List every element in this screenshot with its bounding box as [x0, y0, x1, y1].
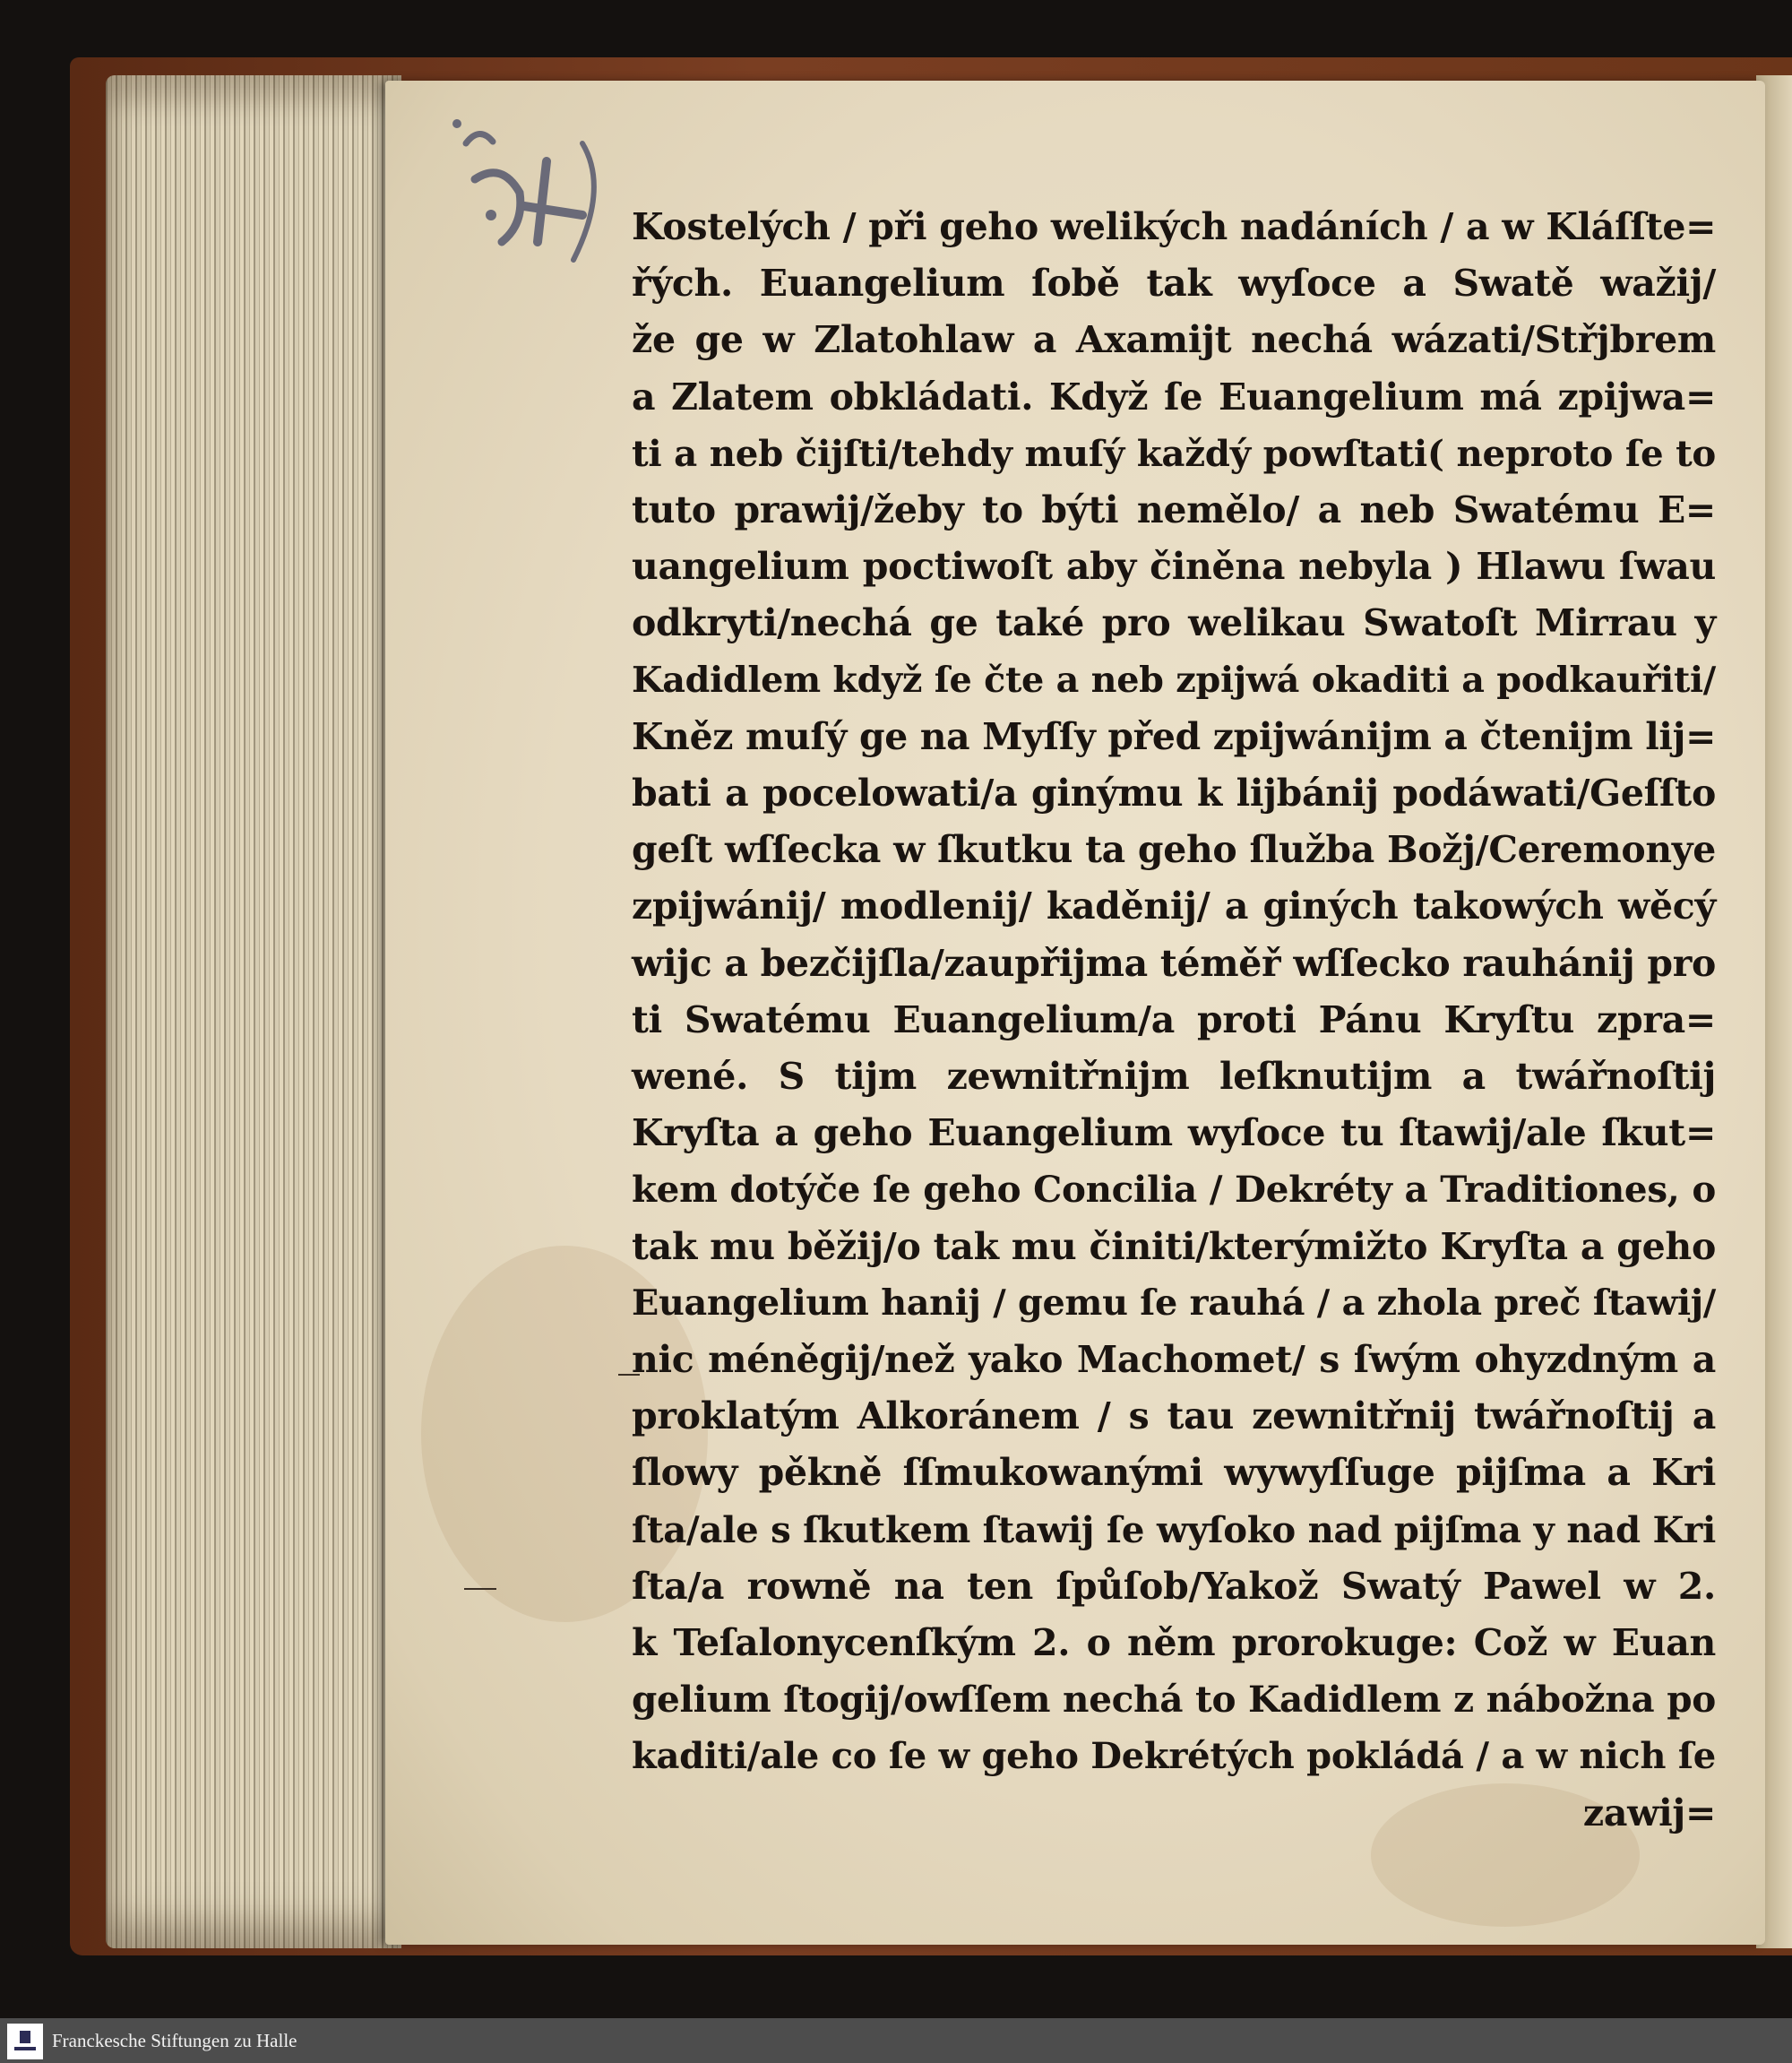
- text-line: uangelium poctiwoſt aby činěna nebyla ) Hlawu ſwau: [632, 545, 1716, 589]
- text-line: k Teſalonycenſkým 2. o něm prorokuge: Což w Euan: [632, 1621, 1716, 1665]
- text-line: tak mu běžij/o tak mu činiti/kterýmižto Kryſta a geho: [632, 1224, 1716, 1268]
- text-line: wijc a bezčijſla/zaupřijma téměř wſſecko rauhánij pro: [632, 941, 1716, 985]
- footer-bar: [0, 2018, 1792, 2063]
- text-line: nic méněgij/než yako Machomet/ s ſwým ohyzdným a: [632, 1338, 1716, 1382]
- text-line: řých. Euangelium ſobě tak wyſoce a Swatě wažij/: [632, 262, 1716, 306]
- text-line: ſta/ale s ſkutkem ſtawij ſe wyſoko nad pijſma y nad Kri: [632, 1508, 1716, 1551]
- text-line: a Zlatem obkládati. Když ſe Euangelium má zpijwa=: [632, 375, 1716, 419]
- text-line: tuto prawij/žeby to býti nemělo/ a neb Swatému E=: [632, 488, 1716, 532]
- text-line: Kněz muſý ge na Myſſy před zpijwánijm a čtenijm lij=: [632, 714, 1716, 758]
- text-line: ti Swatému Euangelium/a proti Pánu Kryſtu zpra=: [632, 997, 1716, 1041]
- text-line: proklatým Alkoránem / s tau zewnitřnij twářnoſtij a: [632, 1394, 1716, 1438]
- text-line: Kryſta a geho Euangelium wyſoce tu ſtawij/ale ſkut=: [632, 1111, 1716, 1155]
- text-line: ſta/a rowně na ten ſpůſob/Yakož Swatý Pawel w 2.: [632, 1564, 1716, 1608]
- text-line: kem dotýče ſe geho Concilia / Dekréty a Traditiones, o: [632, 1168, 1716, 1212]
- institution-name: Franckesche Stiftungen zu Halle: [52, 2030, 297, 2051]
- text-line: zawij=: [1582, 1791, 1716, 1834]
- institution-logo-icon: [7, 2024, 43, 2059]
- manuscript-mark-icon: [439, 108, 627, 278]
- page-text: [632, 199, 1716, 1842]
- text-line: wené. S tijm zewnitřnijm leſknutijm a twářnoſtij: [632, 1055, 1716, 1099]
- text-line: geſt wſſecka w ſkutku ta geho ſlužba Božj/Ceremonye: [632, 828, 1716, 872]
- text-line: kaditi/ale co ſe w geho Dekrétých pokládá / a w nich ſe: [632, 1735, 1716, 1778]
- text-line: zpijwánij/ modlenij/ kaděnij/ a giných takowých wěcý: [632, 885, 1716, 928]
- text-line: gelium ſtogij/owſſem nechá to Kadidlem z nábožna po: [632, 1678, 1716, 1722]
- text-line: odkryti/nechá ge také pro welikau Swatoſt Mirrau y: [632, 601, 1716, 645]
- text-line: bati a pocelowati/a ginýmu k lijbánij podáwati/Geſſto: [632, 772, 1716, 816]
- text-line: Kadidlem když ſe čte a neb zpijwá okaditi a podkauřiti/: [632, 659, 1716, 701]
- page-edges: [106, 75, 401, 1948]
- text-line: že ge w Zlatohlaw a Axamijt nechá wázati/Střjbrem: [632, 318, 1716, 362]
- text-line: Kostelých / při geho welikých nadáních / a w Kláſſte=: [632, 205, 1717, 248]
- text-line: Euangelium hanij / gemu ſe rauhá / a zhola preč ſtawij/: [632, 1282, 1716, 1324]
- margin-mark: [464, 1588, 496, 1590]
- text-line: ti a neb čijſti/tehdy muſý každý powſtati( neproto ſe to: [632, 431, 1716, 475]
- text-line: ſlowy pěkně ſſmukowanými wywyſſuge pijſma a Kri: [632, 1451, 1716, 1495]
